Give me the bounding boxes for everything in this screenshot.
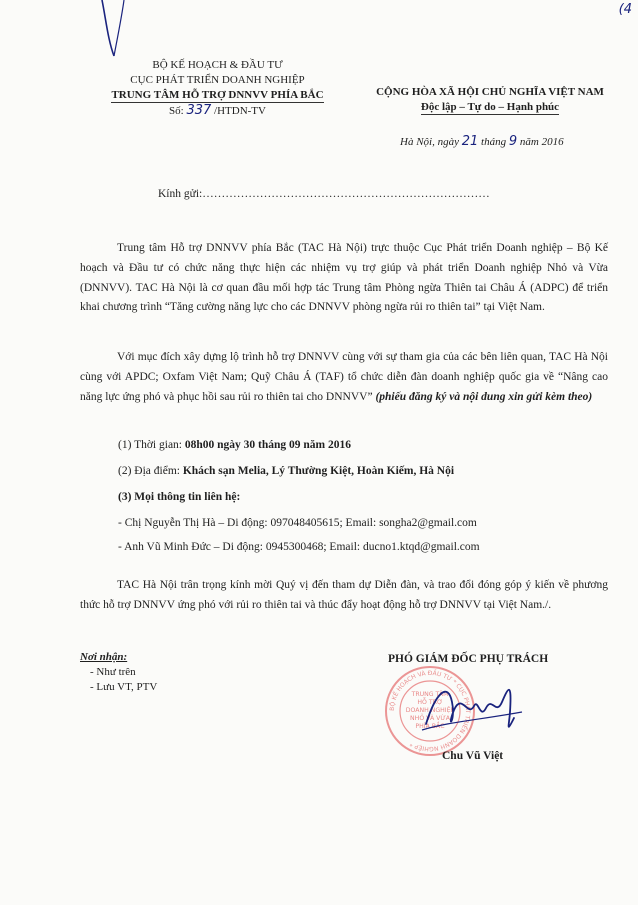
ministry-name: BỘ KẾ HOẠCH & ĐẦU TƯ [152,59,283,71]
purpose-text: Với mục đích xây dựng lộ trình hỗ trợ DNNVV cùng với sự tham gia của các bên liên quan, TAC Hà Nội cùng với APDC; Oxfam Việt Nam; Quỹ Châu Á (TAF) tổ chức diễn đàn doanh nghiệp quốc gia về “Nâng cao năng lực ứng phó và phục hồi sau rủi ro thiên tai cho DNNVV” [80,351,608,403]
contact-heading: (3) Mọi thông tin liên hệ: [118,491,241,503]
header-right [345,85,635,115]
signer-title: PHÓ GIÁM ĐỐC PHỤ TRÁCH [388,653,549,665]
pen-stroke-mark [96,0,136,60]
country-name: CỘNG HÒA XÃ HỘI CHỦ NGHĨA VIỆT NAM [376,86,604,98]
svg-text:HỖ TRỢ: HỖ TRỢ [417,699,443,706]
signer-name: Chu Vũ Việt [442,750,504,762]
event-time: (1) Thời gian: 08h00 ngày 30 tháng 09 năm 2016 [118,439,352,451]
document-date: Hà Nội, ngày 21 tháng 9 năm 2016 [400,134,564,149]
center-name: TRUNG TÂM HỖ TRỢ DNNVV PHÍA BẮC [111,89,324,101]
purpose-paragraph [80,348,608,407]
svg-text:BỘ KẾ HOẠCH VÀ ĐẦU TƯ * CỤC PH: BỘ KẾ HOẠCH VÀ ĐẦU TƯ * CỤC PHÁT TRIỂN DOANH NGHIỆP * [388,669,472,753]
svg-text:TRUNG TÂM: TRUNG TÂM [411,691,449,698]
recipients-block [80,650,157,695]
motto: Độc lập – Tự do – Hạnh phúc [420,101,560,113]
svg-text:DOANH NGHIỆP: DOANH NGHIỆP [405,707,455,714]
header-left [90,58,345,119]
handwritten-signature [418,672,528,742]
recipient-item: - Lưu VT, PTV [90,681,158,693]
contact-person-2: - Anh Vũ Minh Đức – Di động: 0945300468; Email: ducno1.ktqd@gmail.com [118,541,480,553]
recipient-line: Kính gửi:………………………………………………………………… [158,188,490,200]
document-number: Số: 337 /HTDN-TV [169,103,266,118]
department-name: CỤC PHÁT TRIỂN DOANH NGHIỆP [130,74,305,86]
invitation-paragraph: TAC Hà Nội trân trọng kính mời Quý vị đến tham dự Diễn đàn, và trao đổi đóng góp ý kiến về phương thức hỗ trợ DNNVV ứng phó với rủi ro thiên tai và thúc đẩy hoạt động hỗ trợ DNNVV tại Việt Nam./. [80,579,608,611]
recipient-item: - Như trên [90,666,136,678]
recipients-label: Nơi nhận: [80,651,128,663]
svg-text:PHÍA BẮC: PHÍA BẮC [415,723,445,730]
corner-note: (4 [618,2,632,17]
attachment-note: (phiếu đăng ký và nội dung xin gửi kèm theo) [375,390,593,403]
event-place: (2) Địa điểm: Khách sạn Melia, Lý Thường Kiệt, Hoàn Kiếm, Hà Nội [118,465,455,477]
contact-person-1: - Chị Nguyễn Thị Hà – Di động: 097048405615; Email: songha2@gmail.com [118,517,477,529]
intro-paragraph: Trung tâm Hỗ trợ DNNVV phía Bắc (TAC Hà Nội) trực thuộc Cục Phát triển Doanh nghiệp – Bộ Kế hoạch và Đầu tư có chức năng thực hiện các nhiệm vụ trợ giúp và phát triển Doanh nghiệp Nhỏ và Vừa (DNNVV). TAC Hà Nội là cơ quan đầu mối hợp tác Trung tâm Phòng ngừa Thiên tai Châu Á (ADPC) để triển khai chương trình “Tăng cường năng lực cho các DNNVV phòng ngừa rủi ro thiên tai” tại Việt Nam. [80,242,608,314]
svg-text:NHỎ VÀ VỪA: NHỎ VÀ VỪA [410,715,450,722]
